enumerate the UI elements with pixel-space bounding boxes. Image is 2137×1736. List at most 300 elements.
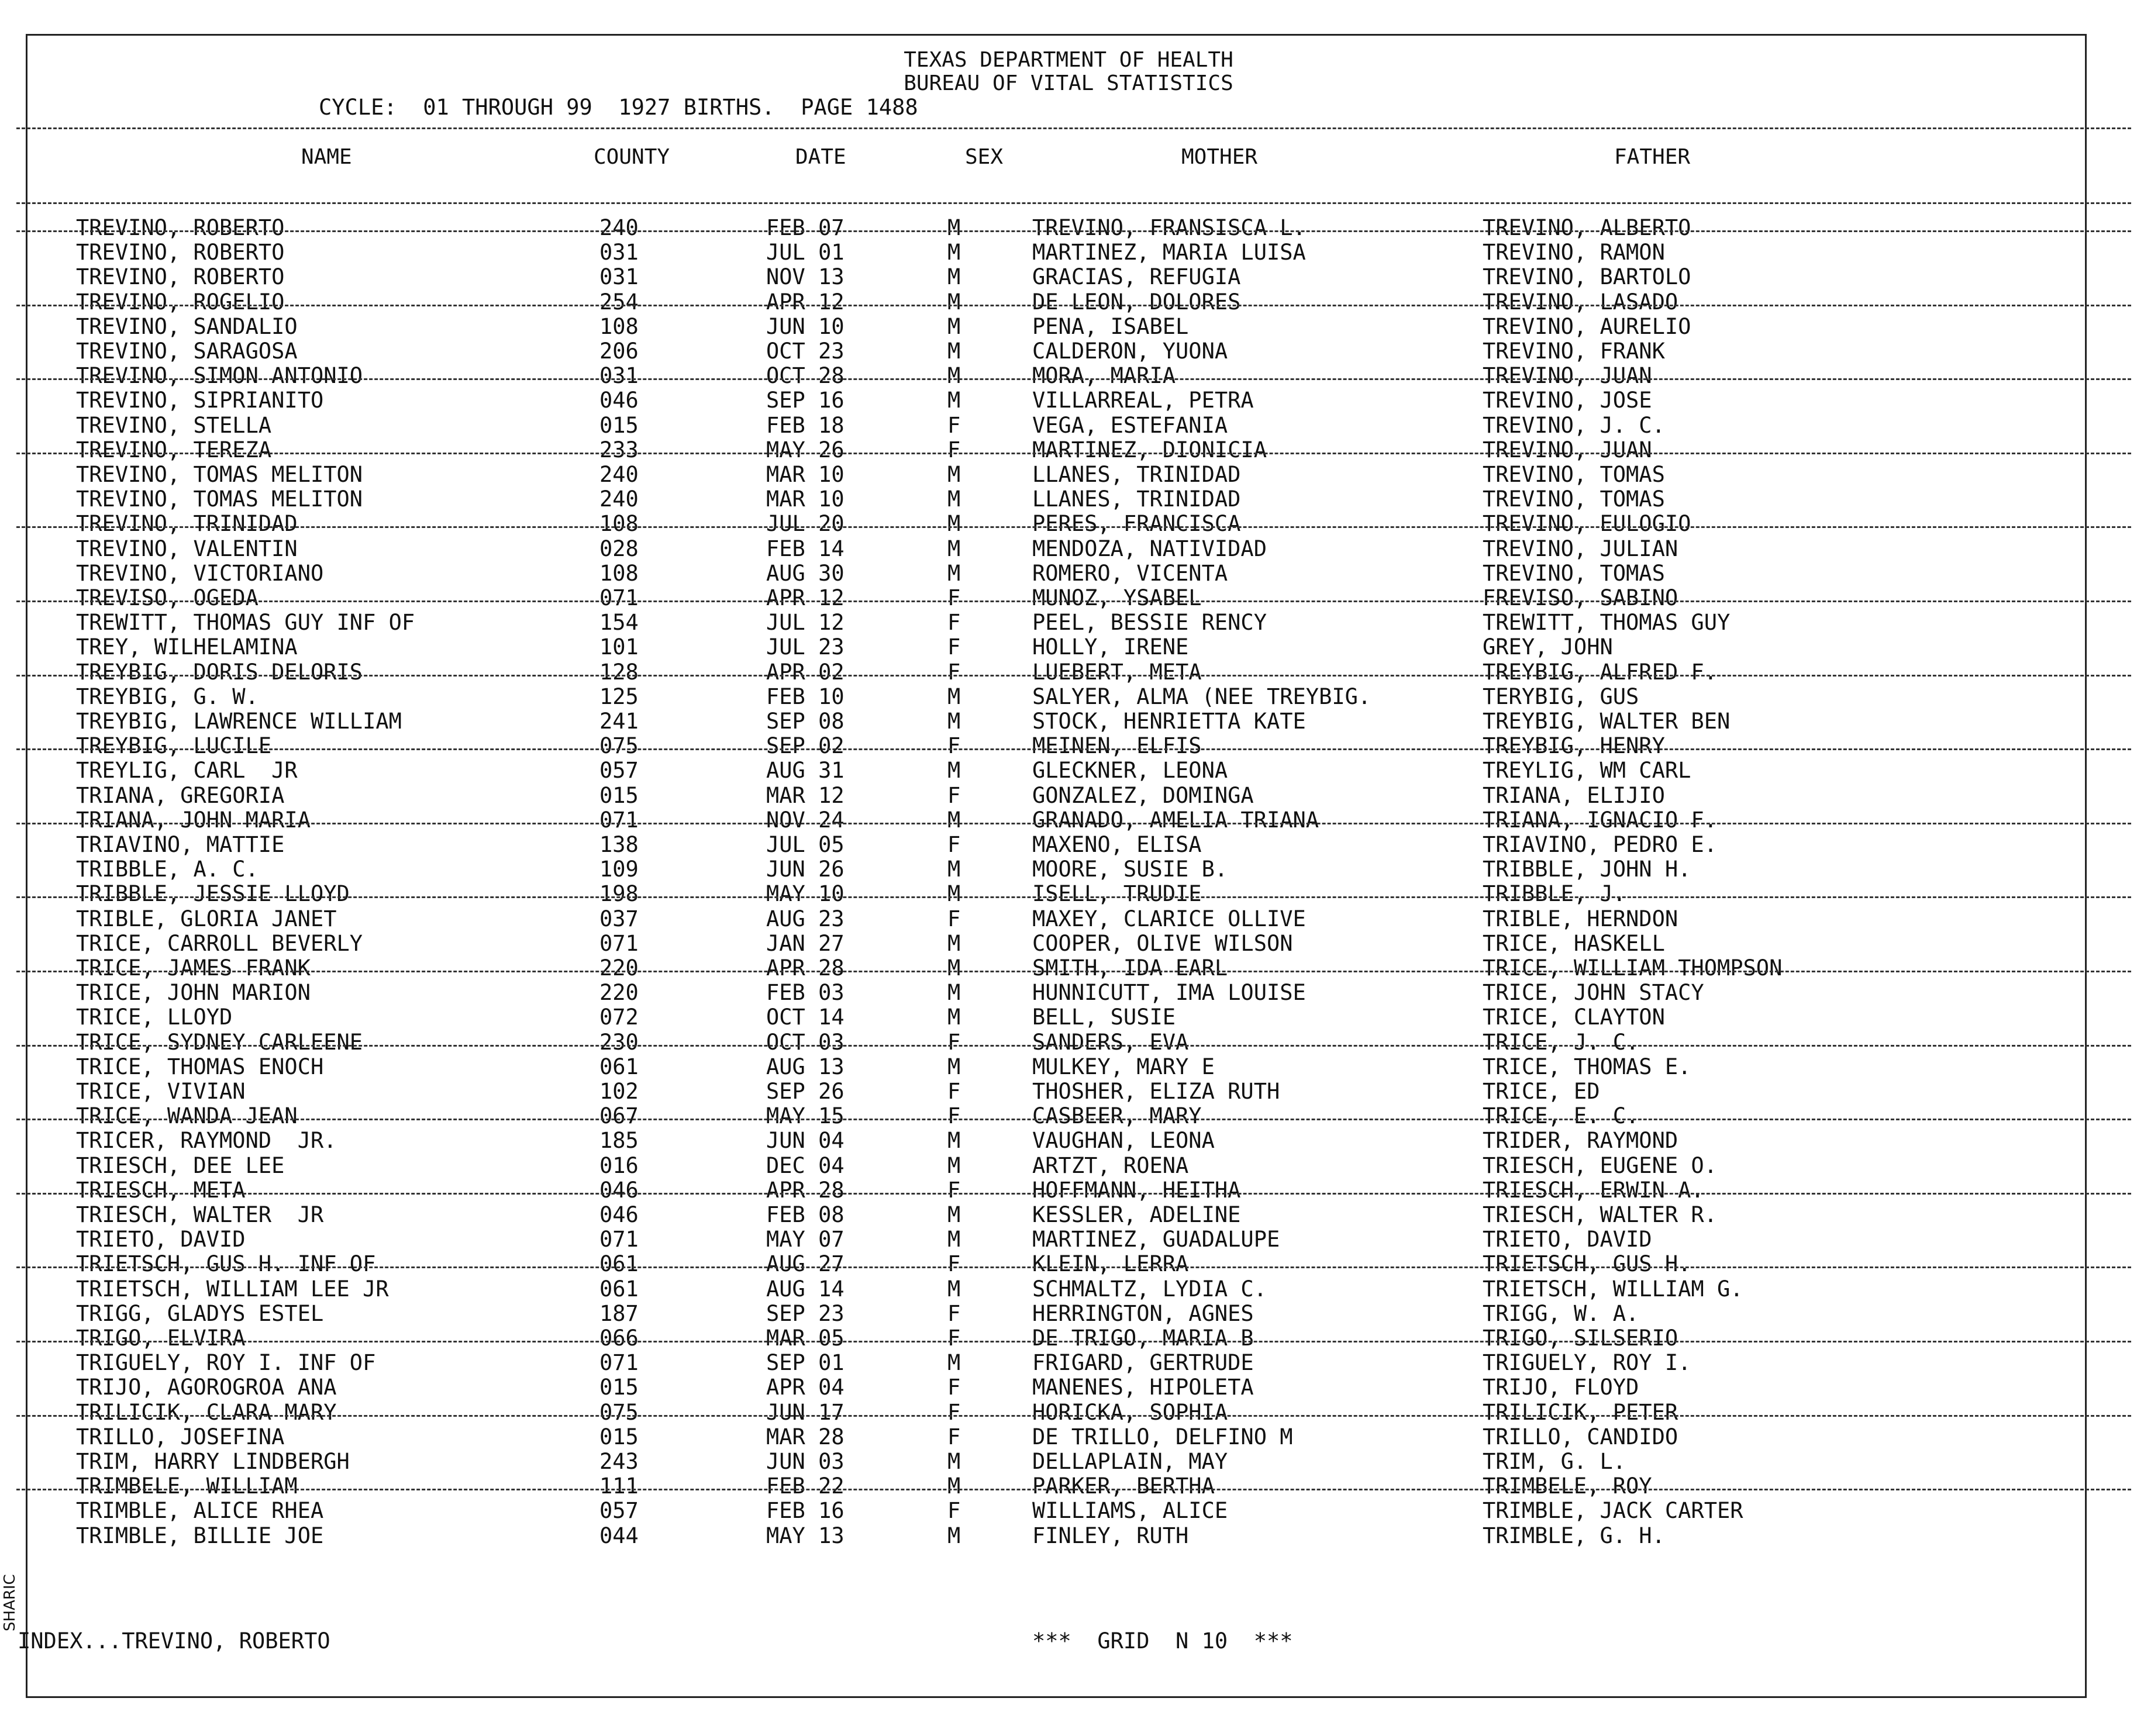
cell-mother: MARTINEZ, GUADALUPE [1032, 1227, 1280, 1252]
cell-county: 075 [599, 733, 639, 759]
cell-county: 102 [599, 1079, 639, 1104]
cell-sex: M [947, 758, 961, 784]
table-row [0, 758, 2137, 782]
cell-sex: M [947, 1350, 961, 1376]
cell-father: TREVINO, JUAN [1483, 437, 1652, 463]
cell-sex: M [947, 1005, 961, 1030]
cell-date: APR 12 [766, 585, 845, 610]
cell-county: 067 [599, 1103, 639, 1129]
cell-name: TREVISO, OGEDA [76, 585, 258, 610]
cell-name: TRIAVINO, MATTIE [76, 832, 285, 857]
table-row [0, 857, 2137, 881]
cell-name: TREVINO, ROGELIO [76, 289, 285, 315]
cell-father: TRIETSCH, GUS H. [1483, 1251, 1691, 1277]
cell-name: TREVINO, STELLA [76, 412, 272, 438]
table-row [0, 733, 2137, 758]
cell-county: 240 [599, 215, 639, 240]
cell-sex: M [947, 1449, 961, 1474]
cell-date: MAR 10 [766, 486, 845, 512]
cell-date: JUN 10 [766, 313, 845, 339]
column-header-father: FATHER [1614, 145, 1691, 169]
cell-date: JUN 17 [766, 1399, 845, 1425]
cell-name: TREVINO, TRINIDAD [76, 511, 298, 537]
cell-sex: M [947, 363, 961, 389]
table-row [0, 660, 2137, 684]
cell-father: TRIGUELY, ROY I. [1483, 1350, 1691, 1376]
cell-sex: M [947, 980, 961, 1006]
table-row [0, 1103, 2137, 1128]
cell-name: TRICE, LLOYD [76, 1005, 233, 1030]
bureau-title: BUREAU OF VITAL STATISTICS [904, 71, 1233, 95]
cell-mother: GLECKNER, LEONA [1032, 758, 1228, 784]
cell-mother: COOPER, OLIVE WILSON [1032, 930, 1293, 956]
table-row [0, 881, 2137, 906]
table-row [0, 388, 2137, 412]
cell-mother: KLEIN, LERRA [1032, 1251, 1189, 1277]
cell-sex: M [947, 511, 961, 537]
cell-county: 028 [599, 536, 639, 561]
cell-name: TRICE, WANDA JEAN [76, 1103, 298, 1129]
table-row [0, 1251, 2137, 1276]
cell-father: TREVINO, RAMON [1483, 240, 1665, 265]
cell-name: TRIJO, AGOROGROA ANA [76, 1375, 337, 1400]
cell-sex: M [947, 215, 961, 240]
cell-mother: FRIGARD, GERTRUDE [1032, 1350, 1254, 1376]
cell-name: TREYBIG, DORIS DELORIS [76, 659, 363, 685]
cell-mother: DE TRIGO, MARIA B [1032, 1326, 1254, 1351]
table-row [0, 1523, 2137, 1548]
cell-county: 061 [599, 1276, 639, 1302]
table-row [0, 684, 2137, 709]
cell-date: SEP 08 [766, 709, 845, 734]
cell-father: GREY, JOHN [1483, 634, 1613, 660]
header-rule [16, 127, 2131, 129]
table-row [0, 1178, 2137, 1202]
cell-sex: M [947, 1523, 961, 1548]
cell-county: 125 [599, 684, 639, 709]
table-row [0, 634, 2137, 659]
cell-county: 071 [599, 585, 639, 610]
cell-mother: VAUGHAN, LEONA [1032, 1128, 1215, 1154]
cell-father: TRIMBLE, G. H. [1483, 1523, 1665, 1548]
cell-mother: HOLLY, IRENE [1032, 634, 1189, 660]
cell-date: JAN 27 [766, 930, 845, 956]
cell-sex: F [947, 1251, 961, 1277]
cell-sex: F [947, 1375, 961, 1400]
cell-sex: F [947, 782, 961, 808]
cell-name: TRIGG, GLADYS ESTEL [76, 1300, 324, 1326]
cell-county: 187 [599, 1300, 639, 1326]
table-row [0, 1079, 2137, 1103]
cell-date: OCT 03 [766, 1029, 845, 1055]
table-row [0, 783, 2137, 807]
cell-name: TREVINO, SIMON ANTONIO [76, 363, 363, 389]
cell-date: SEP 02 [766, 733, 845, 759]
cell-date: JUN 26 [766, 857, 845, 882]
cell-name: TRICE, VIVIAN [76, 1079, 246, 1104]
cell-father: TREVINO, TOMAS [1483, 462, 1665, 487]
table-row [0, 1449, 2137, 1473]
cell-father: TREVINO, FRANK [1483, 339, 1665, 364]
cell-mother: MUNOZ, YSABEL [1032, 585, 1202, 610]
cell-county: 015 [599, 782, 639, 808]
cell-mother: CALDERON, YUONA [1032, 339, 1228, 364]
cell-name: TRIGO, ELVIRA [76, 1326, 246, 1351]
cell-name: TRIGUELY, ROY I. INF OF [76, 1350, 376, 1376]
cell-name: TREVINO, ROBERTO [76, 264, 285, 290]
cell-date: MAY 10 [766, 881, 845, 907]
cell-county: 198 [599, 881, 639, 907]
cell-county: 101 [599, 634, 639, 660]
cell-mother: SMITH, IDA EARL [1032, 955, 1228, 981]
cell-father: TRICE, ED [1483, 1079, 1600, 1104]
cell-mother: MENDOZA, NATIVIDAD [1032, 536, 1267, 561]
cell-name: TRICE, CARROLL BEVERLY [76, 930, 363, 956]
table-row [0, 1005, 2137, 1029]
cell-date: SEP 26 [766, 1079, 845, 1104]
table-row [0, 906, 2137, 931]
cell-county: 031 [599, 240, 639, 265]
cell-name: TRIBBLE, JESSIE LLOYD [76, 881, 350, 907]
cell-county: 057 [599, 758, 639, 784]
column-header-rule [16, 202, 2131, 204]
cell-father: TRICE, WILLIAM THOMPSON [1483, 955, 1783, 981]
cell-father: TREYBIG, ALFRED F. [1483, 659, 1717, 685]
cell-sex: F [947, 610, 961, 636]
cell-sex: M [947, 684, 961, 709]
column-header-name: NAME [301, 145, 352, 169]
cell-father: TREVINO, BARTOLO [1483, 264, 1691, 290]
cell-name: TREYBIG, G. W. [76, 684, 258, 709]
table-row [0, 610, 2137, 634]
cell-father: TREVINO, JUAN [1483, 363, 1652, 389]
cell-date: AUG 30 [766, 560, 845, 586]
table-row [0, 1030, 2137, 1054]
cell-mother: CASBEER, MARY [1032, 1103, 1202, 1129]
table-row [0, 931, 2137, 955]
cell-mother: GRANADO, AMELIA TRIANA [1032, 807, 1319, 833]
cell-mother: DELLAPLAIN, MAY [1032, 1449, 1228, 1474]
table-row [0, 1326, 2137, 1350]
cell-father: TREYBIG, HENRY [1483, 733, 1665, 759]
cell-sex: F [947, 1424, 961, 1449]
cell-county: 075 [599, 1399, 639, 1425]
cell-mother: VEGA, ESTEFANIA [1032, 412, 1228, 438]
cell-date: FEB 16 [766, 1498, 845, 1524]
cell-mother: HOFFMANN, HEITHA [1032, 1177, 1241, 1203]
cell-father: TRIM, G. L. [1483, 1449, 1626, 1474]
cell-sex: M [947, 930, 961, 956]
cell-date: APR 28 [766, 955, 845, 981]
cell-date: JUN 04 [766, 1128, 845, 1154]
cell-sex: F [947, 1177, 961, 1203]
cell-date: FEB 07 [766, 215, 845, 240]
table-row [0, 1424, 2137, 1449]
cell-name: TRILICIK, CLARA MARY [76, 1399, 337, 1425]
table-row [0, 561, 2137, 585]
cell-county: 206 [599, 339, 639, 364]
cell-father: TRIETSCH, WILLIAM G. [1483, 1276, 1743, 1302]
cell-sex: F [947, 437, 961, 463]
table-row [0, 1375, 2137, 1399]
cell-county: 185 [599, 1128, 639, 1154]
cell-father: TRIGO, SILSERIO [1483, 1326, 1678, 1351]
cell-sex: F [947, 1300, 961, 1326]
cell-sex: M [947, 1473, 961, 1499]
cell-county: 071 [599, 807, 639, 833]
cell-father: TREVINO, J. C. [1483, 412, 1665, 438]
cell-date: AUG 14 [766, 1276, 845, 1302]
cell-county: 015 [599, 1424, 639, 1449]
cell-sex: M [947, 881, 961, 907]
cell-county: 138 [599, 832, 639, 857]
cell-mother: SANDERS, EVA [1032, 1029, 1189, 1055]
cell-county: 071 [599, 930, 639, 956]
column-header-sex: SEX [965, 145, 1004, 169]
cell-father: TRIMBELE, ROY [1483, 1473, 1652, 1499]
cell-date: JUL 20 [766, 511, 845, 537]
cell-county: 108 [599, 511, 639, 537]
cell-sex: F [947, 412, 961, 438]
column-header-mother: MOTHER [1181, 145, 1258, 169]
cell-date: JUL 23 [766, 634, 845, 660]
cell-county: 046 [599, 388, 639, 413]
cell-sex: F [947, 1079, 961, 1104]
cell-county: 071 [599, 1227, 639, 1252]
cell-county: 241 [599, 709, 639, 734]
cell-mother: THOSHER, ELIZA RUTH [1032, 1079, 1280, 1104]
cell-sex: F [947, 832, 961, 857]
cell-father: TRICE, THOMAS E. [1483, 1054, 1691, 1079]
cell-county: 072 [599, 1005, 639, 1030]
cell-date: MAY 15 [766, 1103, 845, 1129]
cell-mother: MOORE, SUSIE B. [1032, 857, 1228, 882]
cell-mother: SCHMALTZ, LYDIA C. [1032, 1276, 1267, 1302]
cell-mother: MAXENO, ELISA [1032, 832, 1202, 857]
cycle-line: CYCLE: 01 THROUGH 99 1927 BIRTHS. PAGE 1488 [319, 95, 918, 120]
table-row [0, 215, 2137, 240]
table-row [0, 1276, 2137, 1301]
cell-name: TRICE, THOMAS ENOCH [76, 1054, 324, 1079]
cell-mother: STOCK, HENRIETTA KATE [1032, 709, 1306, 734]
cell-mother: HERRINGTON, AGNES [1032, 1300, 1254, 1326]
footer-grid: *** GRID N 10 *** [1032, 1628, 1293, 1654]
cell-name: TRIMBLE, ALICE RHEA [76, 1498, 324, 1524]
cell-name: TRICE, SYDNEY CARLEENE [76, 1029, 363, 1055]
cell-sex: M [947, 462, 961, 487]
cell-father: TREVINO, LASADO [1483, 289, 1678, 315]
cell-date: JUL 01 [766, 240, 845, 265]
table-row [0, 1350, 2137, 1375]
table-row [0, 536, 2137, 561]
cell-county: 240 [599, 486, 639, 512]
cell-date: FEB 22 [766, 1473, 845, 1499]
cell-county: 108 [599, 313, 639, 339]
cell-father: TREVINO, EULOGIO [1483, 511, 1691, 537]
table-row [0, 832, 2137, 857]
cell-name: TRIM, HARRY LINDBERGH [76, 1449, 350, 1474]
cell-sex: F [947, 1498, 961, 1524]
cell-county: 233 [599, 437, 639, 463]
cell-name: TREYLIG, CARL JR [76, 758, 298, 784]
cell-date: JUL 12 [766, 610, 845, 636]
cell-date: MAR 12 [766, 782, 845, 808]
cell-father: TREVINO, JULIAN [1483, 536, 1678, 561]
cell-county: 016 [599, 1152, 639, 1178]
cell-father: TRIBLE, HERNDON [1483, 906, 1678, 931]
cell-date: FEB 08 [766, 1202, 845, 1227]
cell-county: 220 [599, 955, 639, 981]
cell-name: TRIANA, JOHN MARIA [76, 807, 311, 833]
cell-date: JUN 03 [766, 1449, 845, 1474]
cell-father: TREVINO, TOMAS [1483, 560, 1665, 586]
cell-name: TREVINO, VALENTIN [76, 536, 298, 561]
cell-date: AUG 13 [766, 1054, 845, 1079]
cell-name: TREY, WILHELAMINA [76, 634, 298, 660]
cell-date: AUG 27 [766, 1251, 845, 1277]
cell-name: TREWITT, THOMAS GUY INF OF [76, 610, 415, 636]
table-row [0, 437, 2137, 462]
cell-county: 071 [599, 1350, 639, 1376]
cell-date: APR 28 [766, 1177, 845, 1203]
cell-mother: GRACIAS, REFUGIA [1032, 264, 1241, 290]
cell-father: TRIBBLE, JOHN H. [1483, 857, 1691, 882]
cell-mother: PERES, FRANCISCA [1032, 511, 1241, 537]
cell-name: TRICE, JOHN MARION [76, 980, 311, 1006]
table-row [0, 1054, 2137, 1079]
table-row [0, 1473, 2137, 1498]
cell-father: TREYLIG, WM CARL [1483, 758, 1691, 784]
table-row [0, 314, 2137, 339]
cell-sex: M [947, 1152, 961, 1178]
cell-mother: PEEL, BESSIE RENCY [1032, 610, 1267, 636]
cell-county: 111 [599, 1473, 639, 1499]
cell-date: MAR 28 [766, 1424, 845, 1449]
column-header-county: COUNTY [594, 145, 670, 169]
cell-county: 230 [599, 1029, 639, 1055]
cell-name: TREVINO, SARAGOSA [76, 339, 298, 364]
cell-sex: M [947, 1128, 961, 1154]
cell-father: TREVINO, JOSE [1483, 388, 1652, 413]
cell-mother: KESSLER, ADELINE [1032, 1202, 1241, 1227]
cell-date: MAY 13 [766, 1523, 845, 1548]
cell-date: FEB 03 [766, 980, 845, 1006]
cell-county: 046 [599, 1177, 639, 1203]
cell-sex: F [947, 1103, 961, 1129]
cell-date: SEP 16 [766, 388, 845, 413]
cell-name: TRICER, RAYMOND JR. [76, 1128, 337, 1154]
table-row [0, 1202, 2137, 1227]
cell-date: APR 04 [766, 1375, 845, 1400]
cell-mother: BELL, SUSIE [1032, 1005, 1176, 1030]
cell-sex: M [947, 955, 961, 981]
cell-date: SEP 01 [766, 1350, 845, 1376]
table-row [0, 240, 2137, 264]
table-row [0, 339, 2137, 363]
table-row [0, 955, 2137, 980]
cell-father: TRIBBLE, J. [1483, 881, 1626, 907]
cell-date: SEP 23 [766, 1300, 845, 1326]
footer-index: INDEX...TREVINO, ROBERTO [18, 1628, 330, 1654]
cell-name: TREVINO, SIPRIANITO [76, 388, 324, 413]
side-code: SHARIC [1, 1574, 19, 1631]
cell-name: TREVINO, VICTORIANO [76, 560, 324, 586]
cell-father: FREVISO, SABINO [1483, 585, 1678, 610]
cell-county: 108 [599, 560, 639, 586]
cell-mother: VILLARREAL, PETRA [1032, 388, 1254, 413]
cell-sex: M [947, 388, 961, 413]
cell-date: APR 12 [766, 289, 845, 315]
table-row [0, 363, 2137, 388]
cell-mother: LLANES, TRINIDAD [1032, 462, 1241, 487]
cell-mother: MARTINEZ, DIONICIA [1032, 437, 1267, 463]
cell-sex: M [947, 240, 961, 265]
cell-mother: MANENES, HIPOLETA [1032, 1375, 1254, 1400]
cell-father: TRICE, J. C. [1483, 1029, 1639, 1055]
table-row [0, 1227, 2137, 1251]
cell-name: TREVINO, TEREZA [76, 437, 272, 463]
cell-county: 015 [599, 1375, 639, 1400]
cell-mother: PARKER, BERTHA [1032, 1473, 1215, 1499]
cell-date: APR 02 [766, 659, 845, 685]
cell-date: AUG 23 [766, 906, 845, 931]
table-row [0, 1301, 2137, 1326]
cell-mother: MORA, MARIA [1032, 363, 1176, 389]
cell-father: TRIETO, DAVID [1483, 1227, 1652, 1252]
cell-sex: F [947, 906, 961, 931]
cell-mother: WILLIAMS, ALICE [1032, 1498, 1228, 1524]
cell-sex: M [947, 486, 961, 512]
cell-date: OCT 28 [766, 363, 845, 389]
cell-father: TRIMBLE, JACK CARTER [1483, 1498, 1743, 1524]
cell-mother: ARTZT, ROENA [1032, 1152, 1189, 1178]
column-header-date: DATE [795, 145, 846, 169]
cell-sex: F [947, 1326, 961, 1351]
cell-sex: F [947, 585, 961, 610]
cell-father: TRIANA, ELIJIO [1483, 782, 1665, 808]
department-title: TEXAS DEPARTMENT OF HEALTH [904, 48, 1233, 72]
cell-date: FEB 18 [766, 412, 845, 438]
table-row [0, 1153, 2137, 1178]
cell-date: NOV 13 [766, 264, 845, 290]
cell-sex: F [947, 1399, 961, 1425]
cell-mother: TREVINO, FRANSISCA L. [1032, 215, 1306, 240]
cell-date: AUG 31 [766, 758, 845, 784]
table-row [0, 709, 2137, 733]
cell-mother: MEINEN, ELFIS [1032, 733, 1202, 759]
cell-county: 240 [599, 462, 639, 487]
table-row [0, 1498, 2137, 1523]
cell-father: TRILICIK, PETER [1483, 1399, 1678, 1425]
cell-name: TREVINO, ROBERTO [76, 240, 285, 265]
cell-county: 015 [599, 412, 639, 438]
cell-date: FEB 10 [766, 684, 845, 709]
table-row [0, 413, 2137, 437]
cell-county: 061 [599, 1054, 639, 1079]
cell-name: TRIETSCH, GUS H. INF OF [76, 1251, 376, 1277]
cell-county: 254 [599, 289, 639, 315]
cell-father: TRIJO, FLOYD [1483, 1375, 1639, 1400]
cell-county: 154 [599, 610, 639, 636]
cell-county: 243 [599, 1449, 639, 1474]
cell-date: NOV 24 [766, 807, 845, 833]
cell-father: TRIANA, IGNACIO F. [1483, 807, 1717, 833]
cell-sex: M [947, 1276, 961, 1302]
cell-name: TRIESCH, WALTER JR [76, 1202, 324, 1227]
cell-name: TRICE, JAMES FRANK [76, 955, 311, 981]
cell-date: OCT 14 [766, 1005, 845, 1030]
cell-county: 031 [599, 264, 639, 290]
